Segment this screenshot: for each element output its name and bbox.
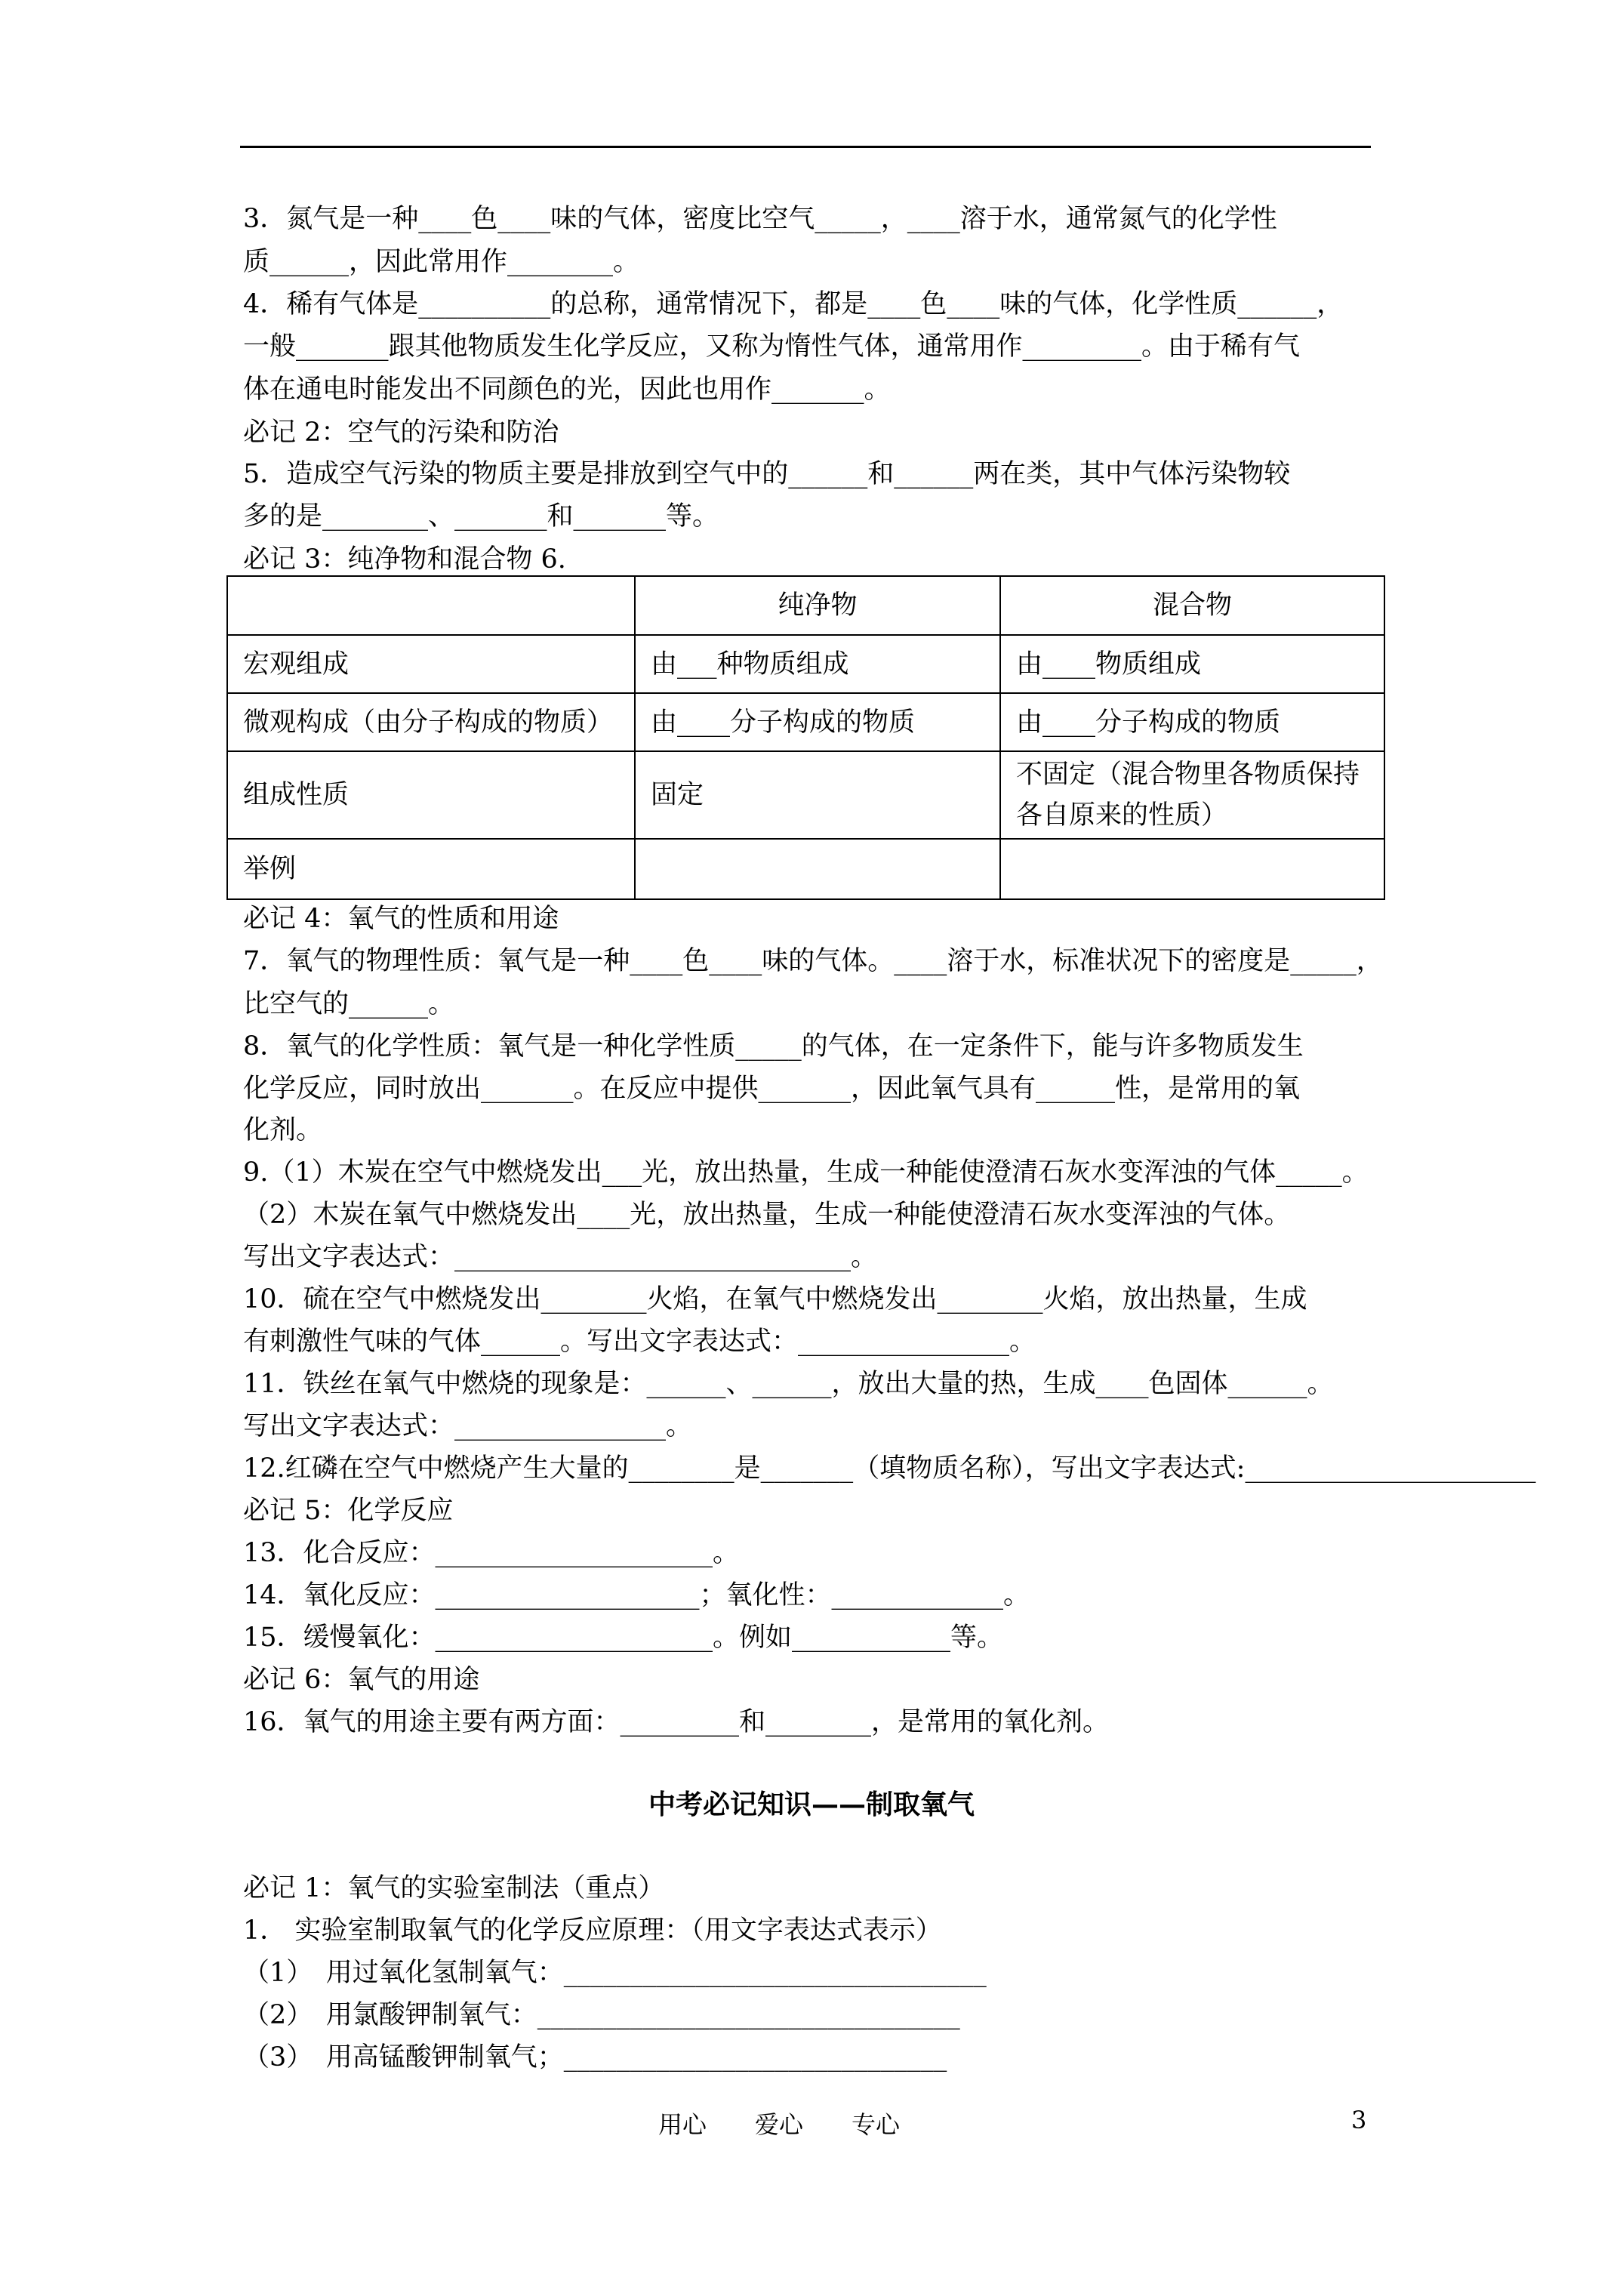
text-line: 写出文字表达式：______________________________。 [243, 1242, 878, 1272]
text-line: 10．硫在空气中燃烧发出________火焰，在氧气中燃烧发出________火焰，放出热量，生成 [243, 1284, 1307, 1314]
table-cell: 由____分子构成的物质 [1000, 693, 1384, 751]
table-row [227, 693, 1384, 751]
text-line: （2） 用氯酸钾制氧气：________________________________ [243, 2000, 960, 2030]
table-cell: 由___种物质组成 [635, 635, 1000, 693]
text-line: （2）木炭在氧气中燃烧发出____光，放出热量，生成一种能使澄清石灰水变浑浊的气体。 [243, 1200, 1291, 1230]
text-line: 15．缓慢氧化：_____________________。例如____________等。 [243, 1623, 1004, 1653]
text-line: 14．氧化反应：____________________；氧化性：_____________。 [243, 1580, 1030, 1610]
table-cell: 由____物质组成 [1000, 635, 1384, 693]
text-line: 11．铁丝在氧气中燃烧的现象是：______、______，放出大量的热，生成____色固体______。 [243, 1369, 1334, 1399]
table-cell: 由____分子构成的物质 [635, 693, 1000, 751]
text-line: 1． 实验室制取氧气的化学反应原理：（用文字表达式表示） [243, 1915, 942, 1946]
text-line: 7．氧气的物理性质：氧气是一种____色____味的气体。____溶于水，标准状况下的密度是_____， [243, 946, 1383, 976]
text-line: （1） 用过氧化氢制氧气：________________________________ [243, 1958, 987, 1988]
table-cell: 宏观组成 [227, 635, 635, 693]
text-line: （3） 用高锰酸钾制氧气；_____________________________ [243, 2042, 947, 2073]
text-line: 16．氧气的用途主要有两方面：_________和________，是常用的氧化剂。 [243, 1707, 1110, 1737]
section-heading: 必记 3：纯净物和混合物 6. [243, 544, 566, 575]
table-cell: 组成性质 [227, 751, 635, 839]
text-line: 8．氧气的化学性质：氧气是一种化学性质_____的气体，在一定条件下，能与许多物质发生 [243, 1031, 1304, 1062]
text-line: 3．氮气是一种____色____味的气体，密度比空气_____，____溶于水，通常氮气的化学性 [243, 204, 1277, 234]
page-number: 3 [1351, 2106, 1367, 2134]
table-header-cell: 混合物 [1000, 576, 1384, 635]
table-cell: 举例 [227, 839, 635, 899]
table-row [227, 751, 1384, 839]
section-title: 中考必记知识——制取氧气 [648, 1789, 975, 1820]
table-header-row [227, 576, 1384, 635]
header-rule [240, 146, 1371, 148]
text-line: 有刺激性气味的气体______。写出文字表达式：________________。 [243, 1327, 1036, 1357]
table-cell [1000, 839, 1384, 899]
text-line: 多的是________、_______和_______等。 [243, 501, 719, 532]
text-line: 化剂。 [243, 1115, 323, 1145]
text-line: 质______，因此常用作________。 [243, 247, 640, 277]
table-cell: 固定 [635, 751, 1000, 839]
table-header-cell [227, 576, 635, 635]
table-cell: 不固定（混合物里各物质保持各自原来的性质） [1000, 751, 1384, 839]
text-line: 体在通电时能发出不同颜色的光，因此也用作_______。 [243, 374, 891, 405]
table-cell: 微观构成（由分子构成的物质） [227, 693, 635, 751]
table-row [227, 839, 1384, 899]
section-heading: 必记 2：空气的污染和防治 [243, 418, 559, 448]
text-line: 9.（1）木炭在空气中燃烧发出___光，放出热量，生成一种能使澄清石灰水变浑浊的气体_____。 [243, 1157, 1369, 1188]
table-cell [635, 839, 1000, 899]
text-line: 4．稀有气体是__________的总称，通常情况下，都是____色____味的气体，化学性质______， [243, 289, 1344, 319]
footer-motto: 用心 爱心 专心 [658, 2110, 901, 2139]
text-line: 13．化合反应：_____________________。 [243, 1538, 740, 1568]
section-heading: 必记 1：氧气的实验室制法（重点） [243, 1873, 665, 1903]
text-line: 比空气的______。 [243, 989, 455, 1019]
section-heading: 必记 4：氧气的性质和用途 [243, 904, 559, 934]
text-line: 写出文字表达式：________________。 [243, 1411, 693, 1441]
table-header-cell: 纯净物 [635, 576, 1000, 635]
text-line: 一般_______跟其他物质发生化学反应，又称为惰性气体，通常用作_________。由于稀有气 [243, 331, 1301, 362]
text-line: 5．造成空气污染的物质主要是排放到空气中的______和______两在类，其中气体污染物较 [243, 459, 1291, 489]
text-line: 12.红磷在空气中燃烧产生大量的________是_______（填物质名称），写出文字表达式:______________________ [243, 1453, 1536, 1484]
section-heading: 必记 6：氧气的用途 [243, 1665, 480, 1695]
text-line: 化学反应，同时放出_______。在反应中提供_______，因此氧气具有______性，是常用的氧 [243, 1074, 1301, 1104]
table-row [227, 635, 1384, 693]
section-heading: 必记 5：化学反应 [243, 1496, 454, 1526]
pure-vs-mixture-table [226, 575, 1385, 900]
